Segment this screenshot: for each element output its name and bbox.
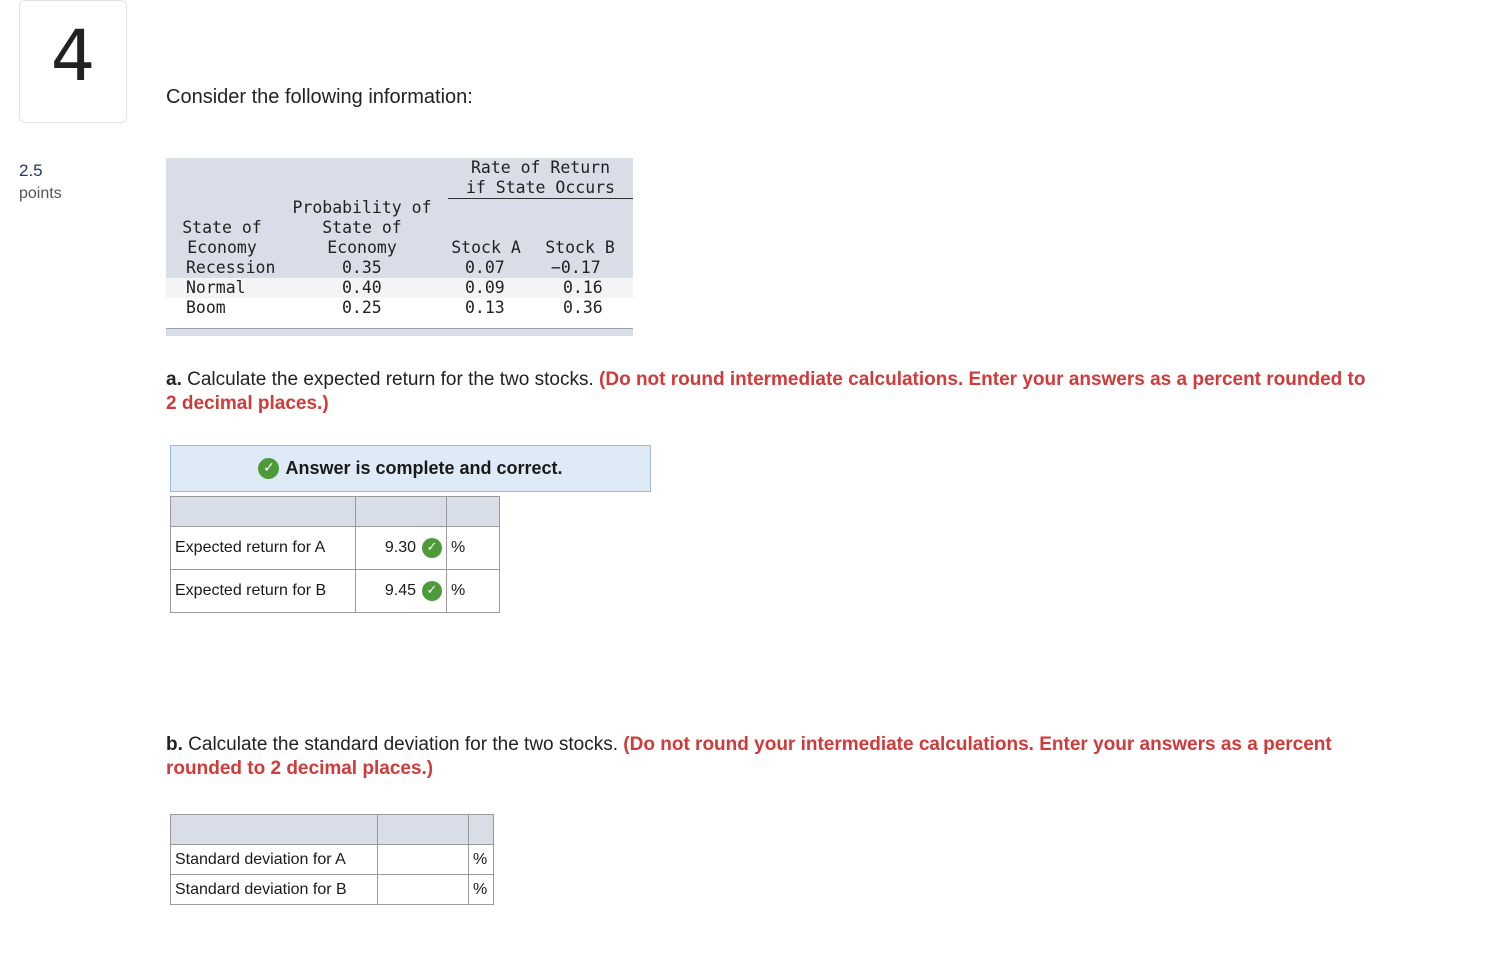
- part-b-text: Calculate the standard deviation for the two stocks.: [182, 734, 624, 755]
- table-header-row: [171, 815, 494, 845]
- information-table: [166, 158, 633, 336]
- answer-status-text: Answer is complete and correct.: [285, 458, 563, 478]
- cell-stock-b: 0.36: [563, 298, 603, 317]
- unit-label: %: [447, 570, 500, 613]
- part-a-text: Calculate the expected return for the two stocks.: [181, 369, 600, 390]
- part-a-prompt: [166, 368, 1366, 416]
- cell-stock-b: 0.16: [563, 278, 603, 297]
- cell-stock-a: 0.13: [465, 298, 505, 317]
- cell-stock-a: 0.07: [465, 258, 505, 277]
- header-cell: [171, 497, 356, 527]
- points-value: 2.5: [19, 161, 43, 180]
- cell-prob: 0.25: [342, 298, 382, 317]
- input-value: 9.45: [384, 582, 416, 599]
- answer-status-banner: [170, 445, 651, 492]
- part-b-prompt: [166, 733, 1366, 781]
- table-row: [171, 875, 494, 905]
- expected-return-a-input[interactable]: [356, 527, 447, 570]
- cell-state: Normal: [186, 278, 246, 297]
- header-cell: [171, 815, 378, 845]
- input-value: 9.30: [384, 539, 416, 556]
- group-header-underline: [448, 198, 633, 199]
- table-header-row: [171, 497, 500, 527]
- row-label: Standard deviation for B: [171, 875, 378, 905]
- check-circle-icon: ✓: [422, 581, 442, 601]
- cell-state: Boom: [186, 298, 226, 317]
- col-prob-line3: Economy: [327, 238, 397, 257]
- check-circle-icon: ✓: [258, 458, 279, 479]
- cell-prob: 0.35: [342, 258, 382, 277]
- group-header-line2: if State Occurs: [465, 178, 615, 197]
- col-state-line2: Economy: [187, 238, 257, 257]
- row-label: Expected return for B: [171, 570, 356, 613]
- answer-table-b: [170, 814, 494, 905]
- expected-return-b-input[interactable]: [356, 570, 447, 613]
- part-a-lead: a.: [166, 369, 182, 390]
- row-label: Expected return for A: [171, 527, 356, 570]
- row-label: Standard deviation for A: [171, 845, 378, 875]
- header-cell: [378, 815, 469, 845]
- cell-stock-a: 0.09: [465, 278, 505, 297]
- std-dev-a-input[interactable]: [378, 845, 469, 875]
- header-cell: [447, 497, 500, 527]
- table-footer-bar: [166, 328, 633, 336]
- col-stock-b: Stock B: [545, 238, 615, 257]
- table-row: [171, 570, 500, 613]
- part-b-lead: b.: [166, 734, 183, 755]
- std-dev-b-input[interactable]: [378, 875, 469, 905]
- question-number: 4: [50, 14, 96, 97]
- points-label: points: [19, 185, 62, 202]
- unit-label: %: [469, 875, 494, 905]
- part-b-instruction: (Do not round your intermediate calculations. Enter your answers as a percent rounded to 2 decimal places.): [166, 734, 1332, 779]
- header-cell: [469, 815, 494, 845]
- col-stock-a: Stock A: [451, 238, 521, 257]
- question-intro: Consider the following information:: [166, 86, 473, 108]
- cell-stock-b: −0.17: [551, 258, 601, 277]
- cell-state: Recession: [186, 258, 276, 277]
- header-cell: [356, 497, 447, 527]
- unit-label: %: [469, 845, 494, 875]
- col-prob-line1: Probability of: [292, 198, 432, 217]
- part-a-instruction: (Do not round intermediate calculations. Enter your answers as a percent rounded to 2 decimal places.): [166, 369, 1366, 414]
- check-circle-icon: ✓: [422, 538, 442, 558]
- answer-table-a: [170, 496, 500, 613]
- col-prob-line2: State of: [322, 218, 402, 237]
- unit-label: %: [447, 527, 500, 570]
- cell-prob: 0.40: [342, 278, 382, 297]
- question-number-box: [19, 0, 127, 123]
- table-row: [171, 845, 494, 875]
- col-state-line1: State of: [182, 218, 262, 237]
- table-row: [171, 527, 500, 570]
- group-header-line1: Rate of Return: [470, 158, 611, 177]
